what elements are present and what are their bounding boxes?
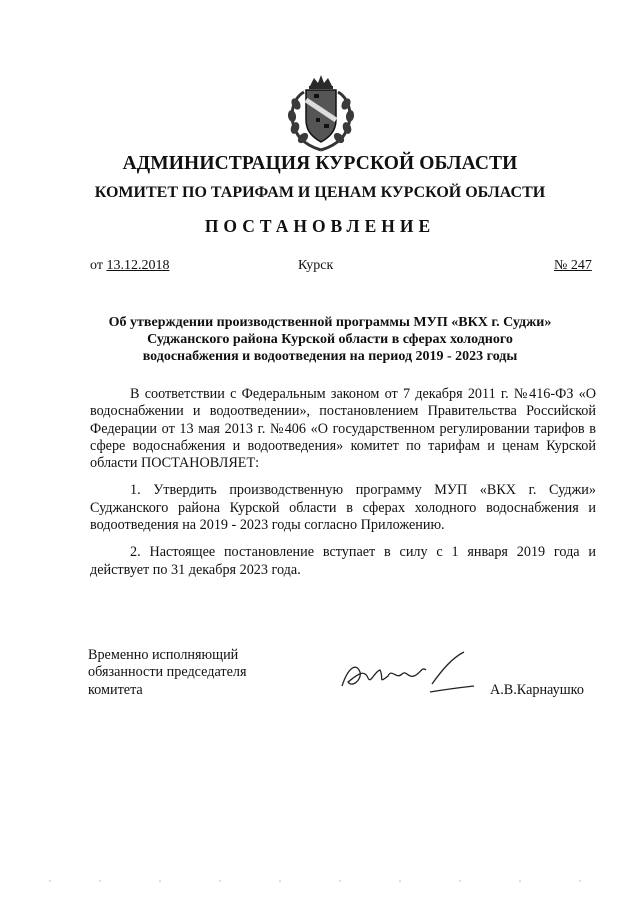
committee-heading: КОМИТЕТ ПО ТАРИФАМ И ЦЕНАМ КУРСКОЙ ОБЛАСТИ [94,184,546,201]
document-body [90,386,596,579]
signatory-name: А.В.Карнаушко [490,682,584,698]
role-line: обязанности председателя [88,664,247,681]
handwritten-signature [338,648,478,698]
date-value: 13.12.2018 [106,258,170,273]
coat-of-arms-emblem [276,72,366,152]
role-line: Временно исполняющий [88,647,239,663]
scan-noise-dots [40,878,600,884]
clause-1-paragraph: 1. Утвердить производственную программу МУП «ВКХ г. Суджи» Суджанского района Курской области в сферах холодного водоснабжения и водоотведения на 2019 - 2023 годы согласно Приложению. [90,482,596,534]
document-number: № 247 [554,258,592,273]
title-line: Об утверждении производственной программы МУП «ВКХ г. Суджи» [108,315,552,330]
document-city: Курск [298,258,334,273]
date-prefix: от [90,258,107,273]
document-type-heading: ПОСТАНОВЛЕНИЕ [204,216,436,236]
title-line: водоснабжения и водоотведения на период 2019 - 2023 годы [142,349,518,364]
clause-2-paragraph: 2. Настоящее постановление вступает в силу с 1 января 2019 года и действует по 31 декабря 2023 года. [90,544,596,578]
administration-heading: АДМИНИСТРАЦИЯ КУРСКОЙ ОБЛАСТИ [122,153,518,174]
signatory-role [88,647,247,699]
role-line: комитета [88,681,143,698]
document-date [90,258,169,274]
document-title [90,314,570,365]
preamble-paragraph: В соответствии с Федеральным законом от 7 декабря 2011 г. №416-ФЗ «О водоснабжении и водоотведении», постановлением Правительства Российской Федерации от 13 мая 2013 г. №406 «О государственном регулировании тарифов в сфере водоснабжения и водоотведения» комитет по тарифам и ценам Курской области ПОСТАНОВЛЯЕТ: [90,386,596,472]
title-line: Суджанского района Курской области в сферах холодного [147,332,513,347]
